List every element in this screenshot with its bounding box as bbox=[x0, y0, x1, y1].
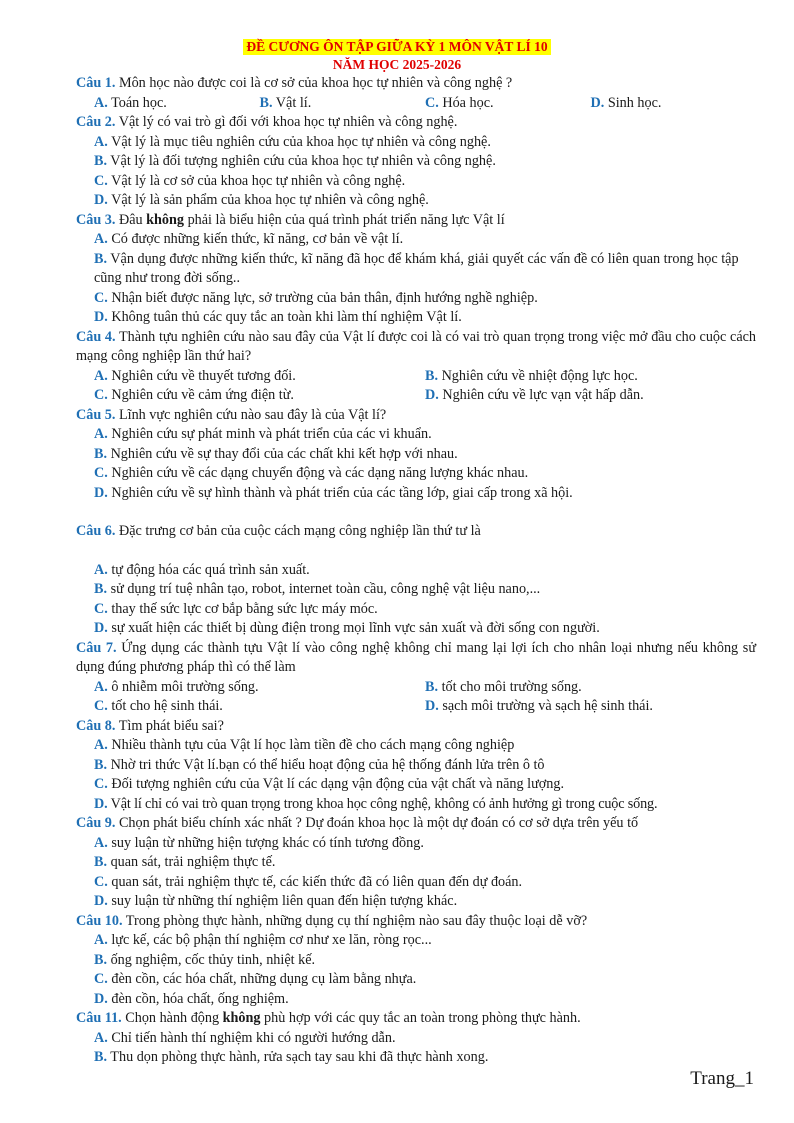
option-text: tốt cho môi trường sống. bbox=[438, 678, 582, 695]
option-d bbox=[591, 94, 757, 114]
option-c bbox=[76, 172, 756, 192]
option-letter: C. bbox=[94, 289, 108, 306]
option-text: sử dụng trí tuệ nhân tạo, robot, internet toàn cầu, công nghệ vật liệu nano,... bbox=[107, 581, 541, 597]
option-text: Nghiên cứu sự phát minh và phát triển của các vi khuẩn. bbox=[107, 426, 432, 442]
question-number: Câu 6. bbox=[76, 523, 116, 539]
option-letter: B. bbox=[94, 756, 108, 773]
question-1 bbox=[76, 74, 756, 94]
option-letter: B. bbox=[425, 678, 439, 695]
question-keyword: không bbox=[146, 211, 185, 228]
option-d bbox=[76, 619, 756, 639]
options-row bbox=[76, 678, 756, 698]
question-number: Câu 5. bbox=[76, 406, 116, 423]
option-text: đèn cồn, các hóa chất, những dụng cụ làm bằng nhựa. bbox=[107, 971, 417, 987]
option-a bbox=[94, 367, 425, 387]
option-text: Đối tượng nghiên cứu của Vật lí các dạng vận động của vật chất và năng lượng. bbox=[107, 776, 565, 792]
spacer bbox=[76, 542, 756, 561]
option-letter: D. bbox=[425, 387, 439, 403]
option-b bbox=[425, 678, 756, 698]
option-c bbox=[76, 464, 756, 484]
question-9 bbox=[76, 814, 756, 834]
option-a bbox=[76, 834, 756, 854]
option-text: ống nghiệm, cốc thủy tinh, nhiệt kế. bbox=[107, 951, 316, 968]
option-text: Có được những kiến thức, kĩ năng, cơ bản về vật lí. bbox=[107, 231, 404, 247]
option-text: Vận dụng được những kiến thức, kĩ năng đã học để khám khá, giải quyết các vấn đề có liên quan trong học tập cũng như trong đời sống.. bbox=[94, 250, 739, 286]
options-row bbox=[76, 697, 756, 717]
option-letter: A. bbox=[94, 94, 108, 111]
option-letter: A. bbox=[94, 367, 108, 384]
question-text-rest: phù hợp với các quy tắc an toàn trong phòng thực hành. bbox=[260, 1010, 581, 1026]
option-letter: A. bbox=[94, 678, 108, 695]
option-c bbox=[76, 775, 756, 795]
option-a bbox=[94, 94, 260, 114]
option-text: lực kế, các bộ phận thí nghiệm cơ như xe lăn, ròng rọc... bbox=[107, 932, 432, 948]
option-text: Vật lý là cơ sở của khoa học tự nhiên và công nghệ. bbox=[107, 172, 406, 189]
option-text: suy luận từ những thí nghiệm liên quan đến hiện tượng khác. bbox=[107, 893, 458, 909]
document-title: ĐỀ CƯƠNG ÔN TẬP GIỮA KỲ 1 MÔN VẬT LÍ 10 bbox=[243, 39, 550, 55]
option-letter: B. bbox=[94, 250, 108, 267]
option-letter: B. bbox=[94, 581, 108, 597]
option-letter: B. bbox=[425, 367, 439, 384]
option-letter: A. bbox=[94, 133, 108, 150]
option-text: Nghiên cứu về thuyết tương đối. bbox=[107, 367, 296, 384]
option-a bbox=[76, 736, 756, 756]
spacer bbox=[76, 503, 756, 522]
option-c bbox=[76, 600, 756, 620]
option-d bbox=[425, 697, 756, 717]
option-letter: A. bbox=[94, 426, 108, 442]
option-text: thay thế sức lực cơ bắp bằng sức lực máy móc. bbox=[107, 600, 378, 617]
option-letter: C. bbox=[94, 776, 108, 792]
option-a bbox=[94, 678, 425, 698]
option-letter: A. bbox=[94, 834, 108, 851]
option-b bbox=[76, 250, 756, 289]
question-text: Đặc trưng cơ bản của cuộc cách mạng công nghiệp lần thứ tư là bbox=[115, 523, 481, 539]
option-letter: D. bbox=[94, 484, 108, 501]
question-number: Câu 9. bbox=[76, 815, 116, 831]
option-text: Hóa học. bbox=[438, 94, 494, 111]
option-text: Vật lí chỉ có vai trò quan trọng trong khoa học công nghệ, không có ảnh hưởng gì trong cuộc sống. bbox=[107, 795, 658, 812]
option-b bbox=[76, 152, 756, 172]
option-b bbox=[425, 367, 756, 387]
option-d bbox=[425, 386, 756, 406]
option-letter: B. bbox=[94, 445, 108, 462]
option-letter: D. bbox=[94, 990, 108, 1007]
option-c bbox=[425, 94, 591, 114]
question-list bbox=[76, 74, 756, 1068]
option-b bbox=[260, 94, 426, 114]
option-a bbox=[76, 230, 756, 250]
option-b bbox=[76, 445, 756, 465]
question-text: Chọn phát biểu chính xác nhất ? Dự đoán khoa học là một dự đoán có cơ sở dựa trên yếu tố bbox=[115, 815, 639, 831]
option-text: Chỉ tiến hành thí nghiệm khi có người hướng dẫn. bbox=[107, 1029, 396, 1046]
option-letter: D. bbox=[425, 698, 439, 714]
option-a bbox=[76, 1029, 756, 1049]
option-text: Nghiên cứu về các dạng chuyển động và các dạng năng lượng khác nhau. bbox=[107, 465, 529, 481]
option-a bbox=[76, 931, 756, 951]
question-11 bbox=[76, 1009, 756, 1029]
option-text: Sinh học. bbox=[604, 94, 662, 111]
question-keyword: không bbox=[222, 1010, 261, 1026]
option-text: sự xuất hiện các thiết bị dùng điện trong mọi lĩnh vực sản xuất và đời sống con người. bbox=[107, 620, 600, 636]
option-letter: A. bbox=[94, 1029, 108, 1046]
question-number: Câu 8. bbox=[76, 717, 116, 734]
question-text: Thành tựu nghiên cứu nào sau đây của Vật lí được coi là có vai trò quan trọng trong việc mở đầu cho cuộc cách mạng công nghiệp lần thứ hai? bbox=[76, 328, 757, 364]
options-row bbox=[76, 367, 756, 387]
question-6 bbox=[76, 522, 756, 542]
option-letter: D. bbox=[590, 94, 605, 111]
option-a bbox=[76, 133, 756, 153]
option-letter: C. bbox=[94, 698, 108, 714]
question-text: Đâu bbox=[115, 211, 147, 228]
option-letter: B. bbox=[259, 94, 273, 111]
option-letter: A. bbox=[94, 231, 108, 247]
question-text-rest: phải là biểu hiện của quá trình phát triển năng lực Vật lí bbox=[184, 211, 505, 228]
option-text: quan sát, trải nghiệm thực tế. bbox=[107, 854, 276, 870]
option-text: Nghiên cứu về cảm ứng điện từ. bbox=[107, 387, 294, 403]
option-letter: B. bbox=[94, 951, 108, 968]
question-text: Môn học nào được coi là cơ sở của khoa học tự nhiên và công nghệ ? bbox=[115, 75, 513, 91]
option-text: tốt cho hệ sinh thái. bbox=[107, 698, 223, 714]
option-text: Toán học. bbox=[107, 94, 167, 111]
option-b bbox=[76, 951, 756, 971]
option-a bbox=[76, 425, 756, 445]
option-c bbox=[76, 289, 756, 309]
option-text: đèn cồn, hóa chất, ống nghiệm. bbox=[107, 990, 289, 1007]
option-letter: C. bbox=[94, 873, 108, 890]
option-text: ô nhiễm môi trường sống. bbox=[107, 678, 259, 695]
question-number: Câu 4. bbox=[76, 328, 116, 345]
option-text: Vật lý là mục tiêu nghiên cứu của khoa học tự nhiên và công nghệ. bbox=[107, 133, 491, 150]
option-letter: C. bbox=[94, 600, 108, 617]
option-d bbox=[76, 990, 756, 1010]
option-letter: A. bbox=[94, 561, 108, 578]
option-letter: C. bbox=[94, 172, 108, 189]
option-b bbox=[76, 1048, 756, 1068]
option-text: Nghiên cứu về nhiệt động lực học. bbox=[438, 367, 638, 384]
question-number: Câu 7. bbox=[76, 639, 117, 656]
option-d bbox=[76, 892, 756, 912]
question-text: Lĩnh vực nghiên cứu nào sau đây là của Vật lí? bbox=[115, 406, 387, 423]
option-letter: D. bbox=[94, 795, 108, 812]
option-text: Nhiều thành tựu của Vật lí học làm tiền đề cho cách mạng công nghiệp bbox=[107, 737, 515, 753]
question-3 bbox=[76, 211, 756, 231]
page-number: Trang_1 bbox=[690, 1068, 754, 1089]
question-number: Câu 1. bbox=[76, 75, 116, 91]
question-text: Vật lý có vai trò gì đối với khoa học tự nhiên và công nghệ. bbox=[115, 114, 458, 130]
option-letter: B. bbox=[94, 153, 108, 169]
question-5 bbox=[76, 406, 756, 426]
question-text: Ứng dụng các thành tựu Vật lí vào công nghệ không chỉ mang lại lợi ích cho nhân loại nhưng nếu không sử dụng đúng phương pháp thì có thể làm bbox=[76, 639, 757, 675]
question-4 bbox=[76, 328, 756, 367]
option-text: suy luận từ những hiện tượng khác có tính tương đồng. bbox=[107, 834, 424, 851]
question-number: Câu 3. bbox=[76, 211, 116, 228]
question-10 bbox=[76, 912, 756, 932]
option-letter: D. bbox=[94, 192, 108, 208]
option-text: Nghiên cứu về sự thay đổi của các chất khi kết hợp với nhau. bbox=[107, 445, 458, 462]
option-b bbox=[76, 853, 756, 873]
option-text: sạch môi trường và sạch hệ sinh thái. bbox=[438, 698, 653, 714]
question-2 bbox=[76, 113, 756, 133]
question-number: Câu 2. bbox=[76, 114, 116, 130]
question-text: Tìm phát biểu sai? bbox=[115, 717, 224, 734]
option-text: tự động hóa các quá trình sản xuất. bbox=[107, 561, 310, 578]
question-7 bbox=[76, 639, 756, 678]
option-letter: C. bbox=[94, 387, 108, 403]
option-text: Nghiên cứu về sự hình thành và phát triển của các tầng lớp, giai cấp trong xã hội. bbox=[107, 484, 573, 501]
option-text: Vật lý là sản phẩm của khoa học tự nhiên và công nghệ. bbox=[107, 192, 429, 208]
option-letter: D. bbox=[94, 893, 108, 909]
option-text: Vật lí. bbox=[272, 94, 312, 111]
option-b bbox=[76, 756, 756, 776]
question-text: Trong phòng thực hành, những dụng cụ thí nghiệm nào sau đây thuộc loại dễ vỡ? bbox=[122, 912, 588, 929]
option-letter: A. bbox=[94, 737, 108, 753]
option-d bbox=[76, 308, 756, 328]
option-c bbox=[94, 386, 425, 406]
question-text: Chọn hành động bbox=[121, 1010, 223, 1026]
question-8 bbox=[76, 717, 756, 737]
option-text: Nhận biết được năng lực, sở trường của bản thân, định hướng nghề nghiệp. bbox=[107, 289, 538, 306]
title-block bbox=[0, 38, 794, 73]
question-number: Câu 11. bbox=[76, 1010, 122, 1026]
option-letter: C. bbox=[425, 94, 439, 111]
options-row bbox=[76, 94, 756, 114]
option-text: quan sát, trải nghiệm thực tế, các kiến thức đã có liên quan đến dự đoán. bbox=[107, 873, 523, 890]
option-d bbox=[76, 484, 756, 504]
option-text: Thu dọn phòng thực hành, rửa sạch tay sau khi đã thực hành xong. bbox=[107, 1049, 489, 1065]
question-number: Câu 10. bbox=[76, 912, 123, 929]
document-subtitle: NĂM HỌC 2025-2026 bbox=[332, 57, 462, 72]
option-b bbox=[76, 580, 756, 600]
option-letter: B. bbox=[94, 854, 108, 870]
option-a bbox=[76, 561, 756, 581]
option-text: Nhờ tri thức Vật lí.bạn có thể hiểu hoạt động của hệ thống đánh lửa trên ô tô bbox=[107, 756, 545, 773]
option-letter: C. bbox=[94, 971, 108, 987]
option-letter: D. bbox=[94, 620, 108, 636]
option-letter: A. bbox=[94, 932, 108, 948]
option-letter: D. bbox=[94, 309, 108, 325]
option-letter: C. bbox=[94, 465, 108, 481]
option-c bbox=[94, 697, 425, 717]
option-text: Không tuân thủ các quy tắc an toàn khi làm thí nghiệm Vật lí. bbox=[107, 309, 462, 325]
option-c bbox=[76, 970, 756, 990]
option-d bbox=[76, 191, 756, 211]
option-letter: B. bbox=[94, 1049, 108, 1065]
options-row bbox=[76, 386, 756, 406]
option-text: Vật lý là đối tượng nghiên cứu của khoa học tự nhiên và công nghệ. bbox=[107, 153, 496, 169]
option-c bbox=[76, 873, 756, 893]
option-text: Nghiên cứu về lực vạn vật hấp dẫn. bbox=[438, 387, 644, 403]
option-d bbox=[76, 795, 756, 815]
